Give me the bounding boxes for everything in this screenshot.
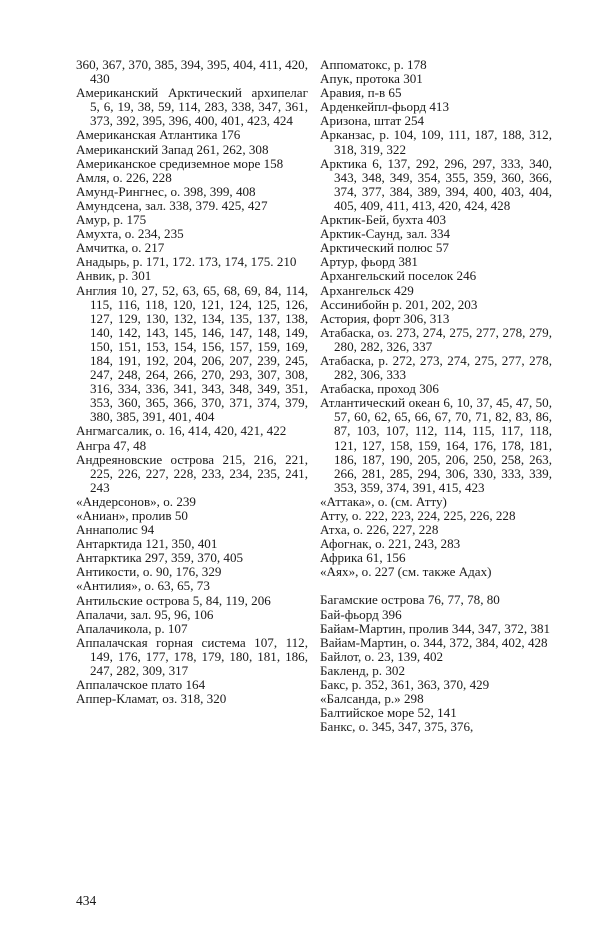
index-entry: Бакс, р. 352, 361, 363, 370, 429 [320,677,490,693]
index-entry: Аппалачское плато 164 [76,677,206,693]
index-entry: Аппер-Кламат, оз. 318, 320 [76,691,227,707]
index-entry: Багамские острова 76, 77, 78, 80 [320,592,500,608]
index-entry: Аннаполис 94 [76,522,155,538]
index-entry: Арканзас, р. 104, 109, 111, 187, 188, 312, 318, 319, 322 [320,127,552,157]
index-entry: Арктика 6, 137, 292, 296, 297, 333, 340, 343, 348, 349, 354, 355, 359, 360, 366, 374, 377, 384, 389, 394, 400, 403, 404, 405, 409, 411, 413, 420, 424, 428 [320,155,552,213]
index-entry: Андреяновские острова 215, 216, 221, 225, 226, 227, 228, 233, 234, 235, 241, 243 [76,451,308,495]
index-entry: Амухта, о. 234, 235 [76,226,184,242]
index-entry: Амля, о. 226, 228 [76,169,172,185]
index-entry: Байлот, о. 23, 139, 402 [320,648,444,664]
index-entry: Атха, о. 226, 227, 228 [320,522,439,538]
index-entry: Антарктида 121, 350, 401 [76,536,218,552]
index-entry: Американский Запад 261, 262, 308 [76,141,269,157]
index-entry: Американский Арктический архипелаг 5, 6, 19, 38, 59, 114, 283, 338, 347, 361, 373, 392, 395, 396, 400, 401, 423, 424 [76,85,308,129]
index-entry: Аппоматокс, р. 178 [320,57,427,72]
index-entry: Архангельский поселок 246 [320,268,477,284]
index-entry: Африка 61, 156 [320,550,406,566]
index-entry: Аппалачская горная система 107, 112, 149, 176, 177, 178, 179, 180, 181, 186, 247, 282, 309, 317 [76,634,308,679]
index-entry: Банкс, о. 345, 347, 375, 376, [320,719,474,735]
index-entry: Аравия, п-в 65 [320,85,402,101]
index-entry: Бай-фьорд 396 [320,606,402,622]
index-entry: «Аях», о. 227 (см. также Адах) [320,564,492,580]
index-entry: Атабаска, проход 306 [320,381,439,397]
index-entry: Байам-Мартин, пролив 344, 347, 372, 381 [320,620,551,636]
index-entry: Арктик-Саунд, зал. 334 [320,226,451,242]
index-entry: Американская Атлантика 176 [76,127,241,143]
index-entry: Атту, о. 222, 223, 224, 225, 226, 228 [320,508,516,523]
index-entry: Астория, форт 306, 313 [320,310,450,326]
index-entry: Арктик-Бей, бухта 403 [320,212,447,228]
index-entry: Ангра 47, 48 [76,437,147,453]
index-entry: Ассинибойн р. 201, 202, 203 [320,296,478,312]
index-entry: «Андерсонов», о. 239 [76,493,196,509]
index-entry: Архангельск 429 [320,282,414,298]
index-entry: Атабаска, оз. 273, 274, 275, 277, 278, 279, 280, 282, 326, 337 [320,324,552,354]
index-entry: Арденкейпл-фьорд 413 [320,99,450,115]
index-entry: 360, 367, 370, 385, 394, 395, 404, 411, 420, 430 [76,57,308,87]
index-entry: Атлантический океан 6, 10, 37, 45, 47, 50, 57, 60, 62, 65, 66, 67, 70, 71, 82, 83, 86, 87, 103, 107, 112, 114, 115, 117, 118, 121, 127, 158, 159, 164, 176, 178, 181, 186, 187, 190, 205, 206, 250, 258, 263, 266, 281, 285, 294, 306, 330, 333, 339, 353, 359, 374, 391, 415, 423 [320,395,552,495]
index-entry: Амундсена, зал. 338, 379. 425, 427 [76,197,268,213]
page-number: 434 [76,893,97,908]
index-entry: Англия 10, 27, 52, 63, 65, 68, 69, 84, 114, 115, 116, 118, 120, 121, 124, 125, 126, 127, 129, 130, 132, 134, 135, 137, 138, 140, 142, 143, 145, 146, 147, 148, 149, 150, 151, 153, 154, 156, 157, 159, 169, 184, 191, 192, 204, 206, 207, 239, 245, 247, 248, 264, 266, 270, 293, 307, 308, 316, 334, 336, 341, 343, 348, 349, 351, 353, 360, 365, 366, 370, 371, 374, 379, 380, 385, 391, 401, 404 [76,282,308,425]
index-entry: Арктический полюс 57 [320,240,449,256]
index-column-left [76,58,308,706]
index-entry: Антикости, о. 90, 176, 329 [76,564,222,580]
index-entry: Американское средиземное море 158 [76,155,284,171]
index-entry: Апалачикола, р. 107 [76,620,188,636]
index-entry: Антарктика 297, 359, 370, 405 [76,550,244,566]
index-entry: Вайам-Мартин, о. 344, 372, 384, 402, 428 [320,634,548,650]
index-entry: Атабаска, р. 272, 273, 274, 275, 277, 278, 282, 306, 333 [320,352,552,383]
index-entry: Аризона, штат 254 [320,113,425,129]
index-entry: «Антилия», о. 63, 65, 73 [76,578,210,594]
index-entry: Амунд-Рингнес, о. 398, 399, 408 [76,183,256,199]
index-entry: «Аттака», о. (см. Атту) [320,493,447,509]
index-entry: Ангмагсалик, о. 16, 414, 420, 421, 422 [76,423,287,439]
index-entry: Артур, фьорд 381 [320,254,418,270]
index-entry: Амчитка, о. 217 [76,240,165,256]
index-entry: Амур, р. 175 [76,212,147,228]
index-entry: Анвик, р. 301 [76,268,152,284]
index-entry: Афогнак, о. 221, 243, 283 [320,536,461,552]
index-entry: Бакленд, р. 302 [320,662,405,678]
index-entry: Антильские острова 5, 84, 119, 206 [76,592,271,608]
index-entry: Балтийское море 52, 141 [320,705,457,721]
index-entry: Апалачи, зал. 95, 96, 106 [76,606,214,622]
index-entry: Анадырь, р. 171, 172. 173, 174, 175. 210 [76,254,297,270]
index-entry: Апук, протока 301 [320,71,423,87]
index-entry: «Балсанда, р.» 298 [320,691,424,707]
index-entry: «Аниан», пролив 50 [76,508,188,523]
index-column-right [320,58,552,734]
section-gap [320,579,552,593]
